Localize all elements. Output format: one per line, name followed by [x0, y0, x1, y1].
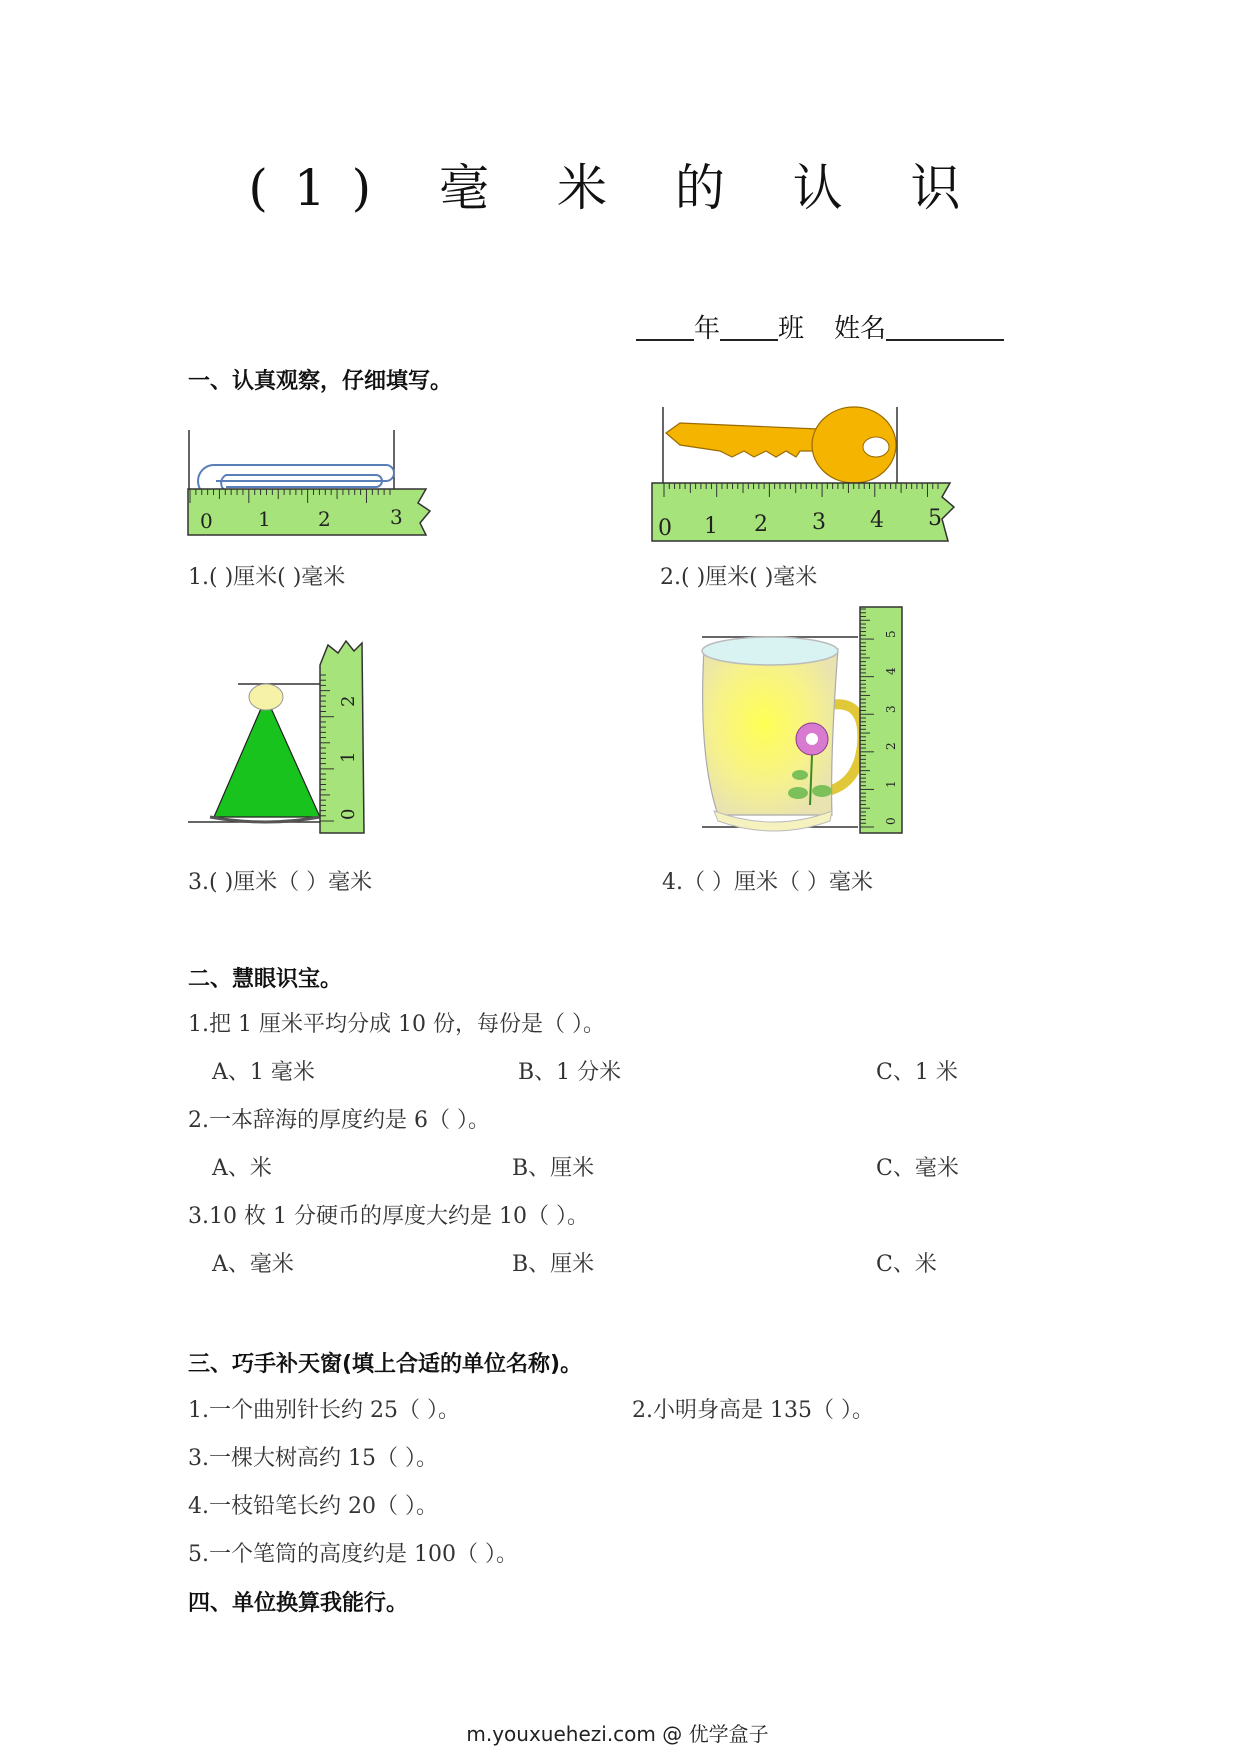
ruler3-tick-2: 2: [338, 695, 359, 707]
question-3-2: 2.小明身高是 135（ ）。: [632, 1398, 874, 1423]
ruler-body: [860, 607, 902, 833]
question-3-4: 4.一枝铅笔长约 20（ ）。: [188, 1494, 438, 1519]
question-2-2: 2.一本辞海的厚度约是 6（ ）。: [188, 1108, 490, 1133]
ruler-body: [320, 641, 364, 833]
question-2-3-option-b[interactable]: B、厘米: [512, 1252, 595, 1277]
question-1-3: 3.( )厘米（ ）毫米: [188, 870, 373, 895]
question-3-5: 5.一个笔筒的高度约是 100（ ）。: [188, 1542, 518, 1567]
ruler4-tick-1: 1: [884, 780, 898, 788]
question-2-3-option-c[interactable]: C、米: [876, 1252, 937, 1277]
ruler3-tick-1: 1: [338, 751, 359, 763]
question-1-1: 1.( )厘米( )毫米: [188, 565, 346, 590]
class-label: 班: [778, 314, 805, 344]
question-3-3: 3.一棵大树高约 15（ ）。: [188, 1446, 438, 1471]
page-title: (1) 毫 米 的 认 识: [248, 159, 987, 217]
ruler2-tick-4: 4: [870, 508, 884, 533]
question-2-3-option-a[interactable]: A、毫米: [212, 1252, 294, 1277]
name-blank[interactable]: [886, 317, 1004, 341]
question-2-2-option-a[interactable]: A、米: [212, 1156, 272, 1181]
question-2-1-option-a[interactable]: A、1 毫米: [212, 1060, 315, 1085]
section4-heading: 四、单位换算我能行。: [188, 1591, 409, 1616]
ruler4-tick-5: 5: [884, 630, 898, 638]
question-1-4: 4.（ ）厘米（ ）毫米: [662, 870, 873, 895]
ruler4-tick-4: 4: [884, 667, 898, 675]
ruler3-tick-0: 0: [338, 808, 359, 820]
name-label: 姓名: [834, 314, 887, 344]
ruler4-tick-3: 3: [884, 705, 898, 713]
figure-cone-ruler: [186, 635, 396, 840]
ruler4-tick-0: 0: [884, 817, 898, 825]
question-2-2-option-b[interactable]: B、厘米: [512, 1156, 595, 1181]
ruler2-tick-2: 2: [754, 512, 768, 537]
figure-key-ruler: [650, 405, 970, 550]
question-2-1-option-c[interactable]: C、1 米: [876, 1060, 958, 1085]
figure-mug-ruler: [690, 605, 915, 840]
question-2-1: 1.把 1 厘米平均分成 10 份，每份是（ ）。: [188, 1012, 605, 1037]
ruler2-tick-3: 3: [812, 510, 826, 535]
question-2-2-option-c[interactable]: C、毫米: [876, 1156, 959, 1181]
cone-icon: [210, 684, 320, 822]
question-2-3: 3.10 枚 1 分硬币的厚度大约是 10（ ）。: [188, 1204, 589, 1229]
ruler2-tick-0: 0: [658, 516, 672, 541]
ruler2-tick-5: 5: [928, 506, 942, 531]
footer-watermark: m.youxuehezi.com @ 优学盒子: [466, 1722, 769, 1746]
question-2-1-option-b[interactable]: B、1 分米: [518, 1060, 622, 1085]
ruler4-tick-2: 2: [884, 742, 898, 750]
class-blank[interactable]: [720, 317, 778, 341]
student-info-line: [636, 308, 1004, 345]
ruler1-tick-3: 3: [390, 505, 403, 529]
mug-icon: [702, 637, 862, 831]
section2-heading: 二、慧眼识宝。: [188, 967, 343, 992]
question-1-2: 2.( )厘米( )毫米: [660, 565, 818, 590]
ruler1-tick-1: 1: [258, 507, 271, 531]
grade-blank[interactable]: [636, 317, 694, 341]
section1-heading: 一、认真观察，仔细填写。: [188, 369, 453, 394]
ruler1-tick-0: 0: [200, 509, 213, 533]
ruler2-tick-1: 1: [704, 514, 718, 539]
grade-label: 年: [694, 314, 721, 344]
question-3-1: 1.一个曲别针长约 25（ ）。: [188, 1398, 460, 1423]
figure-paperclip-ruler: [186, 425, 436, 550]
section3-heading: 三、巧手补天窗(填上合适的单位名称)。: [188, 1352, 583, 1377]
ruler1-tick-2: 2: [318, 507, 331, 531]
ruler-body: [652, 483, 954, 541]
key-icon: [666, 407, 896, 483]
